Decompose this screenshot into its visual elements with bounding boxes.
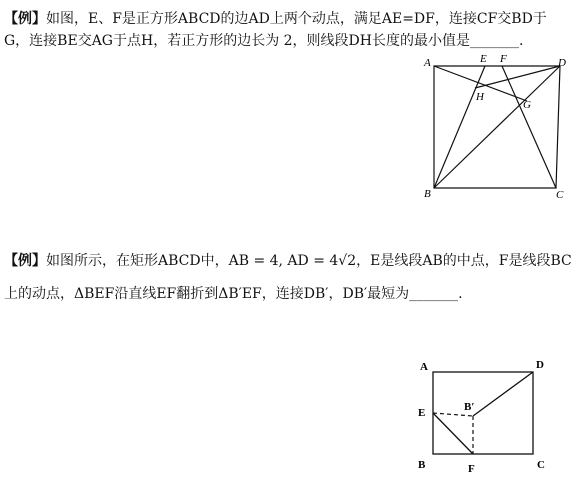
label-A1: A [424, 57, 431, 69]
label-H1: H [476, 91, 484, 103]
label-D2: D [536, 359, 544, 371]
problem-1-text-1: 如图，E、F是正方形ABCD的边AD上两个动点，满足AE=DF，连接CF交BD于 [46, 11, 547, 27]
label-B1: B [424, 188, 431, 200]
label-F1: F [500, 53, 507, 65]
label-D1: D [558, 57, 566, 69]
problem-2-text-1: 如图所示，在矩形ABCD中，AB = 4, AD = 4√2，E是线段AB的中点，F是线段BC [46, 253, 572, 269]
label-F2: F [468, 463, 475, 475]
label-G1: G [523, 99, 531, 111]
label-E2: E [418, 407, 426, 419]
example-tag: 【例】 [4, 253, 46, 269]
problem-2-line-2: 上的动点，ΔBEF沿直线EF翻折到ΔB′EF，连接DB′，DB′最短为_______. [4, 286, 463, 302]
label-E1: E [480, 53, 487, 65]
label-C2: C [537, 459, 545, 471]
label-C1: C [556, 189, 564, 201]
label-Bprime2: B′ [464, 401, 475, 413]
label-A2: A [420, 361, 428, 373]
example-tag: 【例】 [4, 11, 46, 27]
label-B2: B [418, 459, 426, 471]
problem-1-line-2: G，连接BE交AG于点H，若正方形的边长为 2，则线段DH长度的最小值是_______. [4, 33, 524, 49]
